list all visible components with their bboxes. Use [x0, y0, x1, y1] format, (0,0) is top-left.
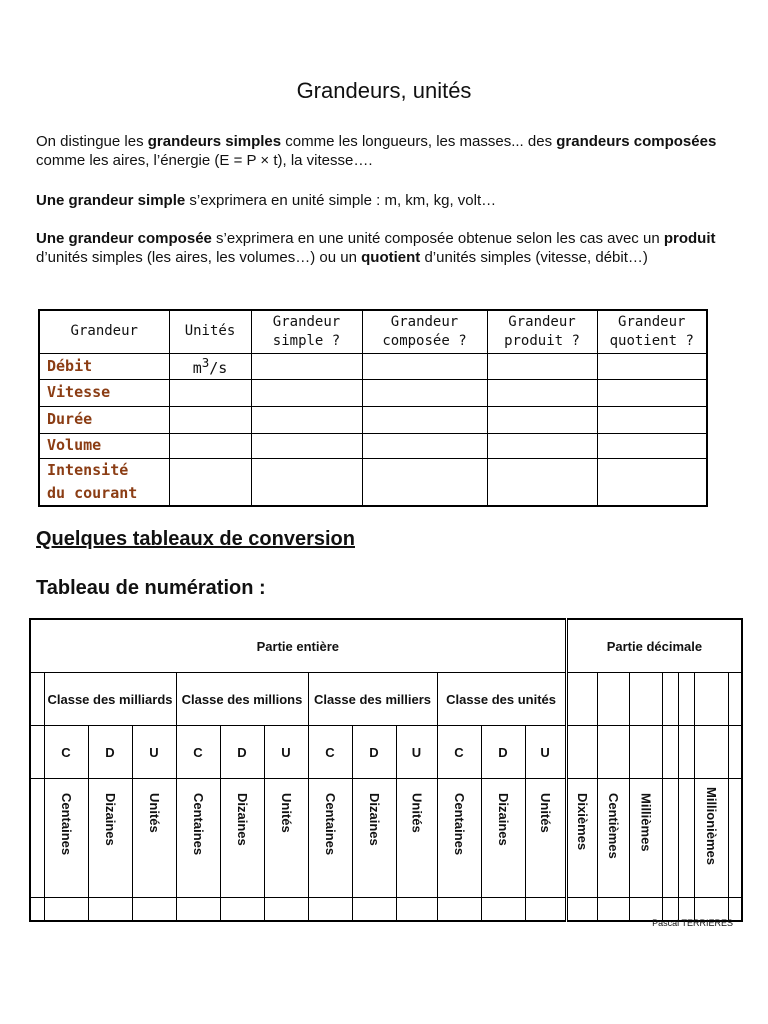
cdu-cell: D: [481, 726, 525, 779]
text: s’exprimera en unité simple : m, km, kg, volt…: [185, 192, 497, 209]
empty-cell[interactable]: [481, 898, 525, 922]
name-label: Dizaines: [103, 793, 118, 846]
name-cell: [176, 779, 220, 898]
spacer-cell: [30, 673, 44, 726]
name-cell: [220, 779, 264, 898]
empty-cell: [678, 673, 694, 726]
answer-cell[interactable]: [487, 433, 597, 458]
names-row: [30, 779, 742, 898]
name-label: Unités: [538, 793, 554, 833]
unit-cell[interactable]: [169, 458, 251, 506]
text: d’unités simples (vitesse, débit…): [420, 249, 648, 266]
decimal-label: Millièmes: [638, 793, 654, 852]
name-cell: [437, 779, 481, 898]
bold-text: grandeurs simples: [147, 133, 282, 150]
answer-cell[interactable]: [362, 458, 487, 506]
unit-cell[interactable]: [169, 406, 251, 433]
empty-cell: [597, 673, 629, 726]
empty-cell[interactable]: [30, 898, 44, 922]
name-label: Unités: [409, 793, 425, 833]
bold-text: quotient: [361, 249, 421, 266]
row-label: Vitesse: [39, 379, 169, 406]
class-header: Classe des millions: [176, 673, 308, 726]
decimal-cell: [662, 779, 678, 898]
bold-text: Une grandeur simple: [36, 192, 186, 209]
decimal-label: Millionièmes: [704, 787, 720, 866]
answer-cell[interactable]: [487, 458, 597, 506]
empty-cell: [629, 726, 662, 779]
bold-text: produit: [663, 230, 716, 247]
empty-cell: [694, 673, 728, 726]
decimal-cell: [678, 779, 694, 898]
answer-cell[interactable]: [251, 379, 362, 406]
answer-cell[interactable]: [251, 353, 362, 379]
header-cell: Grandeur quotient ?: [597, 310, 707, 353]
blank-row: [30, 898, 742, 922]
header-cell: Grandeur composée ?: [362, 310, 487, 353]
name-cell: [481, 779, 525, 898]
name-label: Dizaines: [496, 793, 511, 846]
empty-cell: [566, 673, 597, 726]
empty-cell[interactable]: [597, 898, 629, 922]
author-footer: Pascal TERRIERES: [652, 918, 733, 928]
row-label: Durée: [39, 406, 169, 433]
answer-cell[interactable]: [487, 406, 597, 433]
table-row: [39, 433, 707, 458]
parts-row: [30, 619, 742, 673]
empty-cell: [566, 726, 597, 779]
answer-cell[interactable]: [251, 458, 362, 506]
empty-cell: [728, 673, 742, 726]
classes-row: [30, 673, 742, 726]
name-label: Centaines: [452, 793, 467, 856]
answer-cell[interactable]: [362, 379, 487, 406]
answer-cell[interactable]: [597, 433, 707, 458]
decimal-cell: [566, 779, 597, 898]
bold-text: grandeurs composées: [556, 133, 717, 150]
table-row: [39, 379, 707, 406]
name-label: Centaines: [191, 793, 206, 856]
text: On distingue les: [36, 133, 148, 150]
class-header: Classe des unités: [437, 673, 566, 726]
name-label: Unités: [279, 793, 294, 833]
cdu-cell: C: [437, 726, 481, 779]
answer-cell[interactable]: [597, 458, 707, 506]
cdu-cell: D: [352, 726, 396, 779]
unit-rest: /s: [209, 359, 228, 377]
table-row: [39, 406, 707, 433]
unit-cell: [169, 353, 251, 379]
empty-cell[interactable]: [437, 898, 481, 922]
name-cell: [308, 779, 352, 898]
table-row: [39, 458, 707, 506]
partie-entiere-header: Partie entière: [30, 619, 566, 673]
header-cell: Grandeur: [39, 310, 169, 353]
unit-cell[interactable]: [169, 433, 251, 458]
name-label: Dizaines: [235, 793, 250, 846]
name-cell: [88, 779, 132, 898]
intro-paragraph: [36, 132, 736, 170]
name-label: Centaines: [59, 793, 74, 856]
class-header: Classe des milliers: [308, 673, 437, 726]
name-cell: [525, 779, 566, 898]
answer-cell[interactable]: [251, 406, 362, 433]
header-cell: Grandeur simple ?: [251, 310, 362, 353]
empty-cell[interactable]: [220, 898, 264, 922]
empty-cell: [629, 673, 662, 726]
cdu-cell: D: [88, 726, 132, 779]
empty-cell[interactable]: [308, 898, 352, 922]
decimal-cell: [728, 779, 742, 898]
name-cell: [264, 779, 308, 898]
answer-cell[interactable]: [362, 433, 487, 458]
table-header-row: [39, 310, 707, 353]
unit-cell[interactable]: [169, 379, 251, 406]
text: s’exprimera en une unité composée obtenue selon les cas avec un: [211, 230, 664, 247]
empty-cell[interactable]: [88, 898, 132, 922]
empty-cell[interactable]: [132, 898, 176, 922]
answer-cell[interactable]: [597, 353, 707, 379]
unit-base: m: [192, 359, 202, 377]
cdu-row: [30, 726, 742, 779]
header-cell: Unités: [169, 310, 251, 353]
composed-paragraph: [36, 229, 736, 267]
cdu-cell: D: [220, 726, 264, 779]
cdu-cell: C: [176, 726, 220, 779]
header-cell: Grandeur produit ?: [487, 310, 597, 353]
row-label: Volume: [39, 433, 169, 458]
empty-cell[interactable]: [396, 898, 437, 922]
answer-cell[interactable]: [362, 353, 487, 379]
name-cell: [132, 779, 176, 898]
answer-cell[interactable]: [597, 406, 707, 433]
table-row: [39, 353, 707, 379]
decimal-label: Centièmes: [606, 793, 622, 859]
answer-cell[interactable]: [597, 379, 707, 406]
cdu-cell: U: [132, 726, 176, 779]
decimal-label: Dixièmes: [575, 793, 591, 851]
spacer-cell: [30, 779, 44, 898]
empty-cell[interactable]: [352, 898, 396, 922]
answer-cell[interactable]: [251, 433, 362, 458]
spacer-cell: [30, 726, 44, 779]
empty-cell: [662, 726, 678, 779]
decimal-cell: [597, 779, 629, 898]
decimal-cell: [629, 779, 662, 898]
empty-cell[interactable]: [566, 898, 597, 922]
row-label: Intensité du courant: [39, 458, 169, 506]
name-cell: [396, 779, 437, 898]
cdu-cell: C: [308, 726, 352, 779]
empty-cell[interactable]: [176, 898, 220, 922]
row-label: Débit: [39, 353, 169, 379]
name-cell: [44, 779, 88, 898]
answer-cell[interactable]: [362, 406, 487, 433]
cdu-cell: U: [525, 726, 566, 779]
empty-cell[interactable]: [44, 898, 88, 922]
empty-cell: [662, 673, 678, 726]
decimal-cell: [694, 779, 728, 898]
answer-cell[interactable]: [487, 353, 597, 379]
cdu-cell: U: [264, 726, 308, 779]
text: d’unités simples (les aires, les volumes…) ou un: [36, 249, 362, 266]
empty-cell: [694, 726, 728, 779]
partie-decimale-header: Partie décimale: [566, 619, 742, 673]
bold-text: Une grandeur composée: [36, 230, 212, 247]
numeration-table: [29, 618, 743, 922]
name-label: Centaines: [323, 793, 338, 856]
empty-cell: [678, 726, 694, 779]
answer-cell[interactable]: [487, 379, 597, 406]
text: comme les longueurs, les masses... des: [281, 133, 557, 150]
text: comme les aires, l’énergie (E = P × t), la vitesse….: [36, 152, 373, 169]
class-header: Classe des milliards: [44, 673, 176, 726]
page-title: Grandeurs, unités: [296, 78, 472, 103]
name-label: Dizaines: [367, 793, 382, 846]
empty-cell[interactable]: [525, 898, 566, 922]
name-cell: [352, 779, 396, 898]
section-heading: Quelques tableaux de conversion: [36, 528, 355, 550]
simple-paragraph: [36, 191, 736, 210]
cdu-cell: U: [396, 726, 437, 779]
empty-cell[interactable]: [264, 898, 308, 922]
subsection-heading: Tableau de numération :: [36, 577, 266, 599]
grandeurs-table: [38, 309, 708, 507]
unit-exponent: 3: [201, 355, 210, 370]
empty-cell: [728, 726, 742, 779]
cdu-cell: C: [44, 726, 88, 779]
empty-cell: [597, 726, 629, 779]
name-label: Unités: [147, 793, 162, 833]
